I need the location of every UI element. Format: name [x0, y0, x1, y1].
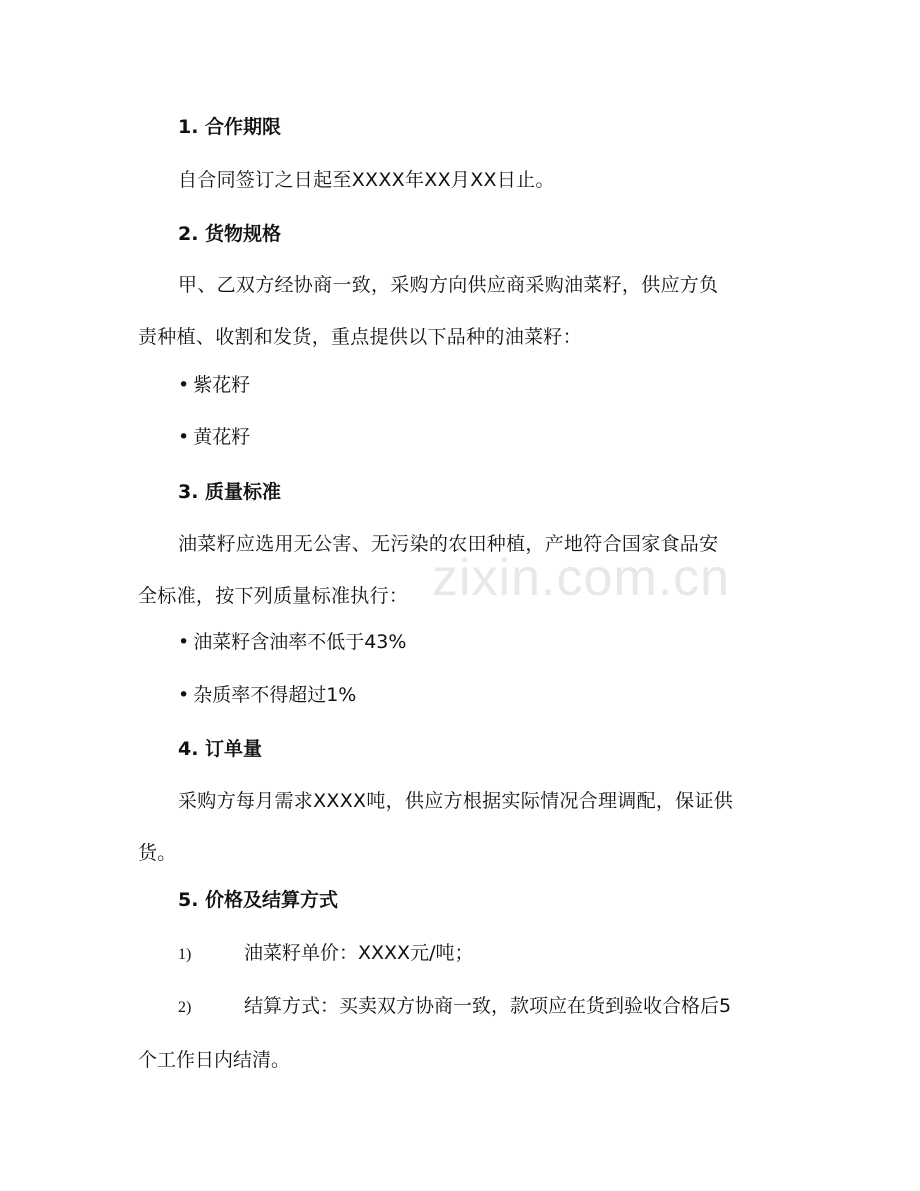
list-item: [178, 424, 250, 450]
section-body-4: [138, 775, 788, 879]
section-heading-2: 2. 货物规格: [178, 223, 282, 245]
list-item: [178, 629, 406, 655]
bullet-icon: •: [178, 684, 190, 706]
bullet-icon: •: [178, 631, 190, 653]
numbered-item: [138, 927, 798, 981]
list-item: [178, 682, 356, 708]
section-body-2-line-2: 责种植、收割和发货，重点提供以下品种的油菜籽：: [138, 326, 582, 348]
section-body-1-line: 自合同签订之日起至XXXX年XX月XX日止。: [178, 169, 555, 191]
list-item-text: 黄花籽: [193, 426, 251, 448]
watermark: zixin.com.cn: [432, 549, 731, 607]
item-number: 2): [178, 999, 192, 1016]
item-text-line-1: 结算方式：买卖双方协商一致，款项应在货到验收合格后5: [244, 995, 732, 1017]
section-body-3-line-1: 油菜籽应选用无公害、无污染的农田种植，产地符合国家食品安: [178, 533, 719, 555]
section-heading-4: 4. 订单量: [178, 738, 263, 760]
list-item-text: 油菜籽含油率不低于43%: [193, 631, 407, 653]
section-body-1: [138, 154, 788, 206]
section-body-2: [138, 259, 788, 363]
section-heading-3: 3. 质量标准: [178, 481, 282, 503]
item-number: 1): [178, 946, 192, 963]
section-body-4-line-2: 货。: [138, 842, 177, 864]
list-item-text: 紫花籽: [193, 374, 251, 396]
list-item-text: 杂质率不得超过1%: [193, 684, 357, 706]
numbered-item: [138, 980, 798, 1086]
section-body-4-line-1: 采购方每月需求XXXX吨，供应方根据实际情况合理调配，保证供: [178, 790, 734, 812]
section-heading-1: 1. 合作期限: [178, 116, 282, 138]
section-heading-5: 5. 价格及结算方式: [178, 889, 339, 911]
section-body-2-line-1: 甲、乙双方经协商一致，采购方向供应商采购油菜籽，供应方负: [178, 274, 719, 296]
list-item: [178, 372, 250, 398]
bullet-icon: •: [178, 426, 190, 448]
item-text-line-2: 个工作日内结清。: [138, 1049, 291, 1071]
section-body-3-line-2: 全标准，按下列质量标准执行：: [138, 585, 409, 607]
bullet-icon: •: [178, 374, 190, 396]
item-text: 油菜籽单价：XXXX元/吨；: [244, 942, 474, 964]
